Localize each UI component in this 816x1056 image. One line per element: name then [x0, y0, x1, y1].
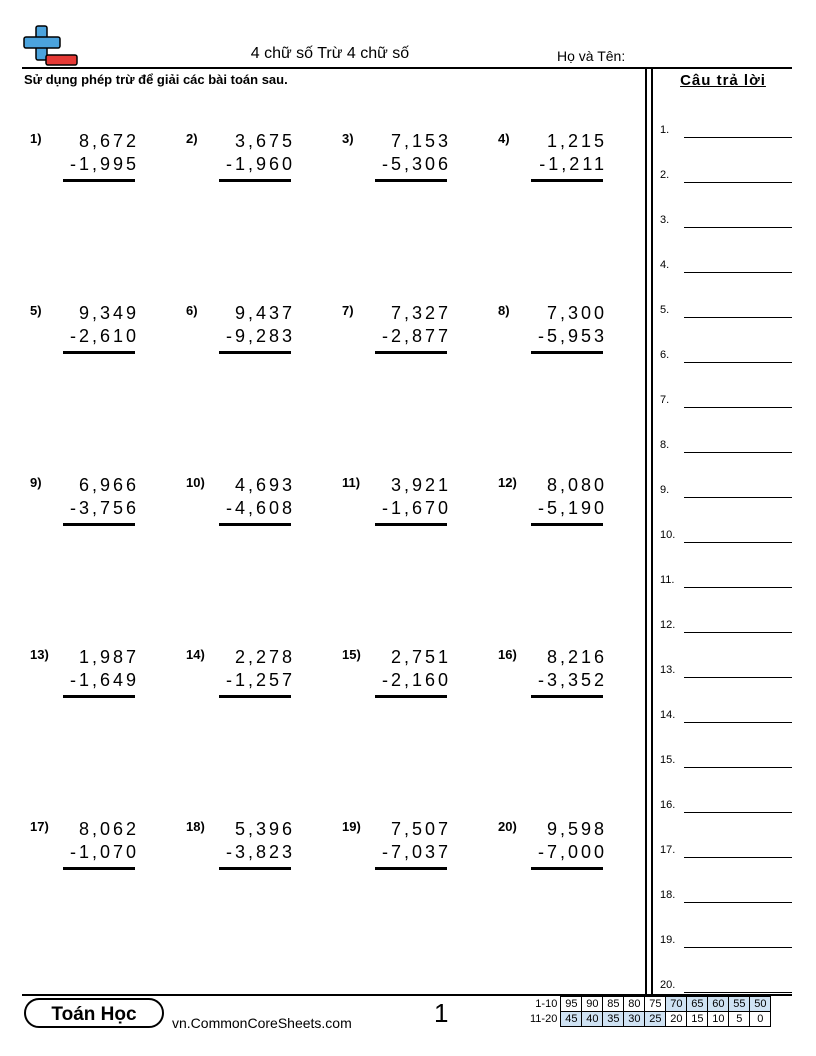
answer-bar	[531, 867, 603, 870]
answer-line[interactable]	[660, 574, 792, 594]
problem-number: 17)	[30, 819, 49, 834]
subtrahend: -1,960	[225, 154, 295, 174]
answer-blank	[684, 272, 792, 273]
problem-number: 1)	[30, 131, 42, 146]
answer-blank	[684, 587, 792, 588]
answer-number: 2.	[660, 169, 670, 181]
answer-blank	[684, 452, 792, 453]
answer-line[interactable]	[660, 709, 792, 729]
answer-bar	[63, 695, 135, 698]
subtrahend: -1,995	[69, 154, 139, 174]
problem-number: 19)	[342, 819, 361, 834]
answer-bar	[63, 523, 135, 526]
score-cell: 25	[645, 1012, 666, 1027]
problem-number: 6)	[186, 303, 198, 318]
subtrahend: -7,000	[537, 842, 607, 862]
answer-blank	[684, 542, 792, 543]
score-cell: 65	[687, 997, 708, 1012]
subtrahend: -1,257	[225, 670, 295, 690]
answer-number: 19.	[660, 934, 676, 946]
minuend: 4,693	[234, 475, 295, 495]
problem-number: 5)	[30, 303, 42, 318]
answer-line[interactable]	[660, 934, 792, 954]
answer-bar	[219, 351, 291, 354]
subtrahend: -9,283	[225, 326, 295, 346]
answer-bar	[375, 695, 447, 698]
subtrahend: -2,610	[69, 326, 139, 346]
answer-bar	[63, 351, 135, 354]
minuend: 8,216	[546, 647, 607, 667]
minuend: 7,327	[390, 303, 451, 323]
answer-bar	[63, 179, 135, 182]
minuend: 3,675	[234, 131, 295, 151]
minuend: 7,153	[390, 131, 451, 151]
score-row-label: 11-20	[530, 1013, 558, 1025]
answer-bar	[375, 351, 447, 354]
answer-blank	[684, 632, 792, 633]
problem-number: 7)	[342, 303, 354, 318]
minuend: 2,751	[390, 647, 451, 667]
answer-line[interactable]	[660, 889, 792, 909]
problem-number: 12)	[498, 475, 517, 490]
problem-item	[186, 643, 336, 723]
answer-number: 13.	[660, 664, 676, 676]
answer-blank	[684, 317, 792, 318]
answer-blank	[684, 407, 792, 408]
minuend: 9,349	[78, 303, 139, 323]
problem-item	[30, 299, 180, 379]
subtrahend: -3,823	[225, 842, 295, 862]
answer-number: 7.	[660, 394, 670, 406]
subtrahend: -1,649	[69, 670, 139, 690]
answer-line[interactable]	[660, 124, 792, 144]
score-cell: 70	[666, 997, 687, 1012]
score-cell: 35	[603, 1012, 624, 1027]
answer-number: 18.	[660, 889, 676, 901]
problem-number: 10)	[186, 475, 205, 490]
problem-number: 3)	[342, 131, 354, 146]
score-cell: 60	[708, 997, 729, 1012]
score-row	[528, 1012, 771, 1027]
minuend: 6,966	[78, 475, 139, 495]
problem-item	[30, 471, 180, 551]
score-cell: 30	[624, 1012, 645, 1027]
answer-line[interactable]	[660, 619, 792, 639]
answer-line[interactable]	[660, 439, 792, 459]
answer-number: 14.	[660, 709, 676, 721]
score-cell: 20	[666, 1012, 687, 1027]
brand-badge: Toán Học	[24, 998, 164, 1028]
subtrahend: -3,352	[537, 670, 607, 690]
problem-item	[30, 127, 180, 207]
minuend: 1,215	[546, 131, 607, 151]
score-cell: 5	[729, 1012, 750, 1027]
score-cell: 85	[603, 997, 624, 1012]
problem-number: 11)	[342, 475, 361, 490]
subtrahend: -5,190	[537, 498, 607, 518]
answer-bar	[531, 179, 603, 182]
minuend: 5,396	[234, 819, 295, 839]
problem-item	[342, 643, 492, 723]
answer-blank	[684, 182, 792, 183]
problem-item	[342, 471, 492, 551]
minuend: 8,672	[78, 131, 139, 151]
answer-line[interactable]	[660, 799, 792, 819]
score-cell: 95	[561, 997, 582, 1012]
score-cell: 45	[561, 1012, 582, 1027]
answer-number: 6.	[660, 349, 670, 361]
answer-number: 12.	[660, 619, 676, 631]
answer-blank	[684, 722, 792, 723]
score-cell: 50	[750, 997, 771, 1012]
subtrahend: -5,306	[381, 154, 451, 174]
minuend: 7,300	[546, 303, 607, 323]
site-url: vn.CommonCoreSheets.com	[172, 1015, 352, 1031]
problem-number: 13)	[30, 647, 49, 662]
answer-bar	[219, 523, 291, 526]
problem-number: 18)	[186, 819, 205, 834]
answer-line[interactable]	[660, 394, 792, 414]
subtrahend: -1,070	[69, 842, 139, 862]
subtrahend: -4,608	[225, 498, 295, 518]
answer-bar	[375, 523, 447, 526]
minuend: 9,598	[546, 819, 607, 839]
answer-number: 4.	[660, 259, 670, 271]
score-table	[528, 996, 771, 1027]
problem-item	[186, 127, 336, 207]
problem-item	[186, 299, 336, 379]
problem-number: 2)	[186, 131, 198, 146]
problem-number: 20)	[498, 819, 517, 834]
score-cell: 80	[624, 997, 645, 1012]
problem-number: 15)	[342, 647, 361, 662]
answer-blank	[684, 497, 792, 498]
answer-line[interactable]	[660, 484, 792, 504]
answer-line[interactable]	[660, 529, 792, 549]
answer-line[interactable]	[660, 664, 792, 684]
problem-item	[342, 299, 492, 379]
answer-blank	[684, 812, 792, 813]
answer-blank	[684, 767, 792, 768]
problem-number: 9)	[30, 475, 42, 490]
problem-number: 4)	[498, 131, 510, 146]
score-cell: 10	[708, 1012, 729, 1027]
answer-number: 15.	[660, 754, 676, 766]
answer-line[interactable]	[660, 349, 792, 369]
answer-blank	[684, 947, 792, 948]
problem-number: 8)	[498, 303, 510, 318]
problem-item	[342, 815, 492, 895]
score-cell: 0	[750, 1012, 771, 1027]
score-row-label: 1-10	[535, 998, 558, 1010]
answer-bar	[63, 867, 135, 870]
problem-number: 16)	[498, 647, 517, 662]
answer-blank	[684, 857, 792, 858]
problem-number: 14)	[186, 647, 205, 662]
answer-number: 10.	[660, 529, 676, 541]
name-label: Họ và Tên:	[557, 48, 626, 64]
score-cell: 55	[729, 997, 750, 1012]
answer-number: 8.	[660, 439, 670, 451]
answer-number: 16.	[660, 799, 676, 811]
minuend: 1,987	[78, 647, 139, 667]
answer-bar	[531, 695, 603, 698]
minuend: 7,507	[390, 819, 451, 839]
score-cell: 75	[645, 997, 666, 1012]
score-cell: 40	[582, 1012, 603, 1027]
subtrahend: -2,877	[381, 326, 451, 346]
problem-item	[498, 127, 648, 207]
minuend: 8,062	[78, 819, 139, 839]
answer-blank	[684, 137, 792, 138]
problem-item	[498, 643, 648, 723]
subtrahend: -7,037	[381, 842, 451, 862]
minuend: 8,080	[546, 475, 607, 495]
problem-item	[30, 815, 180, 895]
minuend: 2,278	[234, 647, 295, 667]
subtrahend: -3,756	[69, 498, 139, 518]
answer-line[interactable]	[660, 214, 792, 234]
subtrahend: -1,670	[381, 498, 451, 518]
answer-blank	[684, 227, 792, 228]
score-cell: 90	[582, 997, 603, 1012]
answer-bar	[375, 867, 447, 870]
score-cell: 15	[687, 1012, 708, 1027]
answer-bar	[531, 523, 603, 526]
problem-item	[498, 815, 648, 895]
subtrahend: -1,211	[539, 154, 607, 174]
answer-blank	[684, 362, 792, 363]
answer-line[interactable]	[660, 259, 792, 279]
problem-item	[186, 815, 336, 895]
answer-number: 20.	[660, 979, 676, 991]
minuend: 3,921	[390, 475, 451, 495]
answer-number: 3.	[660, 214, 670, 226]
subtrahend: -5,953	[537, 326, 607, 346]
instructions: Sử dụng phép trừ để giải các bài toán sau.	[24, 72, 288, 87]
problem-item	[498, 299, 648, 379]
problem-item	[498, 471, 648, 551]
answer-line[interactable]	[660, 754, 792, 774]
answer-bar	[219, 867, 291, 870]
answer-bar	[375, 179, 447, 182]
answer-bar	[531, 351, 603, 354]
column-divider-right	[651, 67, 653, 994]
problem-item	[186, 471, 336, 551]
answer-blank	[684, 902, 792, 903]
answer-blank	[684, 677, 792, 678]
answer-key-title: Câu trả lời	[680, 72, 766, 89]
answer-bar	[219, 179, 291, 182]
answer-line[interactable]	[660, 169, 792, 189]
answer-blank	[684, 992, 792, 993]
answer-number: 9.	[660, 484, 670, 496]
answer-line[interactable]	[660, 844, 792, 864]
problem-item	[30, 643, 180, 723]
score-row	[528, 997, 771, 1012]
logo-icon	[22, 24, 80, 68]
answer-number: 5.	[660, 304, 670, 316]
page-number: 1	[434, 998, 449, 1028]
subtrahend: -2,160	[381, 670, 451, 690]
minuend: 9,437	[234, 303, 295, 323]
answer-bar	[219, 695, 291, 698]
answer-number: 11.	[660, 574, 675, 586]
answer-number: 1.	[660, 124, 670, 136]
problem-item	[342, 127, 492, 207]
answer-number: 17.	[660, 844, 676, 856]
top-divider	[22, 67, 792, 69]
answer-line[interactable]	[660, 304, 792, 324]
worksheet-title: 4 chữ số Trừ 4 chữ số	[250, 45, 410, 62]
